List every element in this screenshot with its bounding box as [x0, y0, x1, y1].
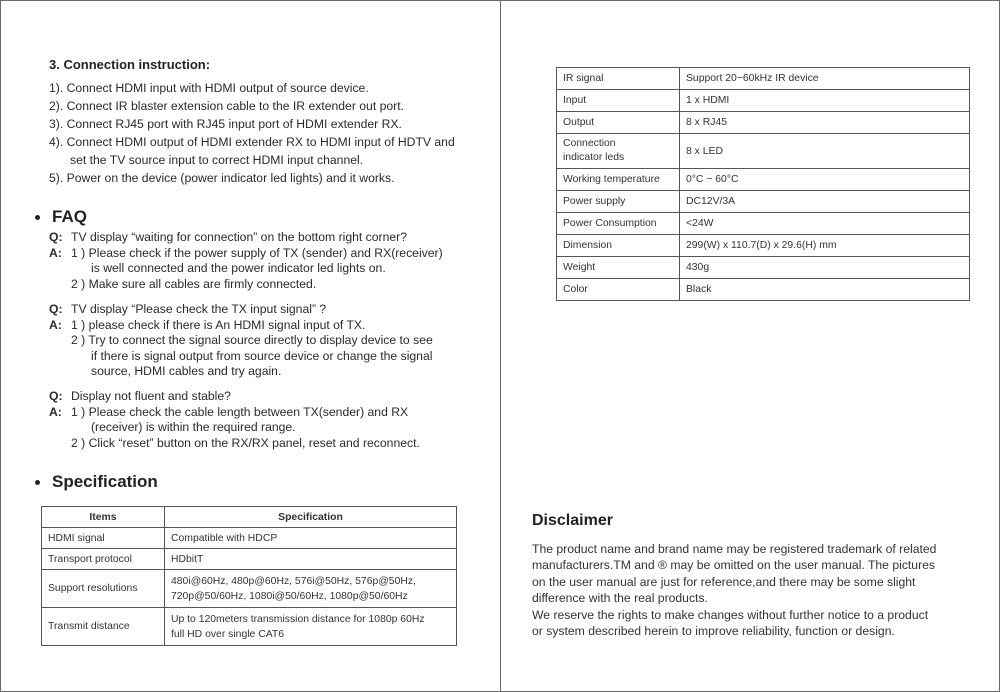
disclaimer-line: difference with the real products. [532, 591, 708, 606]
question-tag: Q: [49, 230, 63, 244]
disclaimer-text [532, 541, 972, 639]
column-header-specification: Specification [165, 507, 457, 528]
spec-value [165, 570, 457, 608]
faq-item [49, 230, 494, 292]
faq-answer-line: 2 ) Make sure all cables are firmly connected. [71, 276, 317, 291]
table-row [42, 570, 457, 608]
table-row [557, 191, 970, 213]
table-row [557, 213, 970, 235]
faq-answer-line: is well connected and the power indicator led lights on. [91, 261, 386, 276]
spec-item: Weight [557, 257, 680, 279]
spec-item: Transport protocol [42, 549, 165, 570]
faq-question: Display not fluent and stable? [71, 389, 231, 403]
spec-value: 8 x LED [680, 134, 970, 169]
faq-question: TV display “Please check the TX input signal” ? [71, 302, 327, 316]
question-tag: Q: [49, 389, 63, 403]
spec-value [165, 608, 457, 646]
connection-step: 2). Connect IR blaster extension cable to the IR extender out port. [49, 99, 404, 113]
answer-tag: A: [49, 317, 62, 332]
disclaimer-line: on the user manual are just for reference,and there may be some slight [532, 574, 916, 589]
specification-table-continued [556, 67, 970, 301]
connection-step-continuation: set the TV source input to correct HDMI input channel. [70, 153, 364, 167]
faq-answer-line: 1 ) Please check if the power supply of TX (sender) and RX(receiver) [71, 245, 443, 260]
question-tag: Q: [49, 302, 63, 316]
spec-value-line: 720p@50/60Hz, 1080i@50/60Hz, 1080p@50/60Hz [171, 590, 408, 602]
table-header-row [42, 507, 457, 528]
faq-answer-line: 1 ) please check if there is An HDMI signal input of TX. [71, 317, 366, 332]
spec-value: Black [680, 279, 970, 301]
faq-answer-line: 2 ) Try to connect the signal source directly to display device to see [71, 333, 433, 348]
spec-value: 1 x HDMI [680, 90, 970, 112]
faq-question: TV display “waiting for connection” on the bottom right corner? [71, 230, 408, 244]
specification-title: Specification [52, 472, 158, 491]
faq-answer-line: 1 ) Please check the cable length between TX(sender) and RX [71, 404, 409, 419]
faq-title: FAQ [52, 207, 87, 226]
faq-item [49, 302, 494, 380]
table-row [557, 112, 970, 134]
spec-value: <24W [680, 213, 970, 235]
table-row [557, 90, 970, 112]
spec-item: HDMI signal [42, 528, 165, 549]
faq-answer-line: 2 ) Click “reset” button on the RX/RX panel, reset and reconnect. [71, 435, 420, 450]
spec-value-line: full HD over single CAT6 [171, 628, 284, 640]
spec-value: 8 x RJ45 [680, 112, 970, 134]
spec-item: Input [557, 90, 680, 112]
faq-answer-line: source, HDMI cables and try again. [91, 364, 282, 379]
table-row [557, 169, 970, 191]
faq-answer-line: (receiver) is within the required range. [91, 420, 296, 435]
spec-value-line: Up to 120meters transmission distance for 1080p 60Hz [171, 613, 425, 625]
table-row [557, 257, 970, 279]
spec-value: 299(W) x 110.7(D) x 29.6(H) mm [680, 235, 970, 257]
bullet-icon [35, 215, 40, 220]
spec-item: IR signal [557, 68, 680, 90]
disclaimer-line: or system described herein to improve reliability, function or design. [532, 624, 895, 639]
table-row [557, 68, 970, 90]
spec-item [557, 134, 680, 169]
spec-value: Support 20~60kHz IR device [680, 68, 970, 90]
spec-item: Color [557, 279, 680, 301]
spec-value-line: 480i@60Hz, 480p@60Hz, 576i@50Hz, 576p@50Hz, [171, 575, 416, 587]
spec-item: Support resolutions [42, 570, 165, 608]
spec-item: Working temperature [557, 169, 680, 191]
column-header-items: Items [42, 507, 165, 528]
answer-tag: A: [49, 245, 62, 260]
specification-table [41, 506, 457, 646]
spec-value: HDbitT [165, 549, 457, 570]
connection-steps-list [49, 79, 494, 187]
spec-item-line: Connection [563, 138, 616, 149]
connection-step: 4). Connect HDMI output of HDMI extender RX to HDMI input of HDTV and [49, 135, 455, 149]
faq-item [49, 389, 494, 451]
spec-value: Compatible with HDCP [165, 528, 457, 549]
table-row [557, 279, 970, 301]
faq-answer-line: if there is signal output from source device or change the signal [91, 348, 433, 363]
spec-item: Transmit distance [42, 608, 165, 646]
spec-item: Dimension [557, 235, 680, 257]
disclaimer-line: We reserve the rights to make changes without further notice to a product [532, 607, 929, 622]
table-row [42, 608, 457, 646]
disclaimer-title: Disclaimer [532, 512, 613, 529]
table-row [557, 134, 970, 169]
connection-instruction-title: 3. Connection instruction: [49, 57, 211, 72]
faq-heading [35, 207, 87, 227]
table-row [42, 528, 457, 549]
bullet-icon [35, 480, 40, 485]
spec-item: Power Consumption [557, 213, 680, 235]
table-row [557, 235, 970, 257]
connection-step: 5). Power on the device (power indicator led lights) and it works. [49, 171, 395, 185]
disclaimer-line: manufacturers.TM and ® may be omitted on the user manual. The pictures [532, 558, 936, 573]
connection-step: 3). Connect RJ45 port with RJ45 input port of HDMI extender RX. [49, 117, 402, 131]
spec-item: Power supply [557, 191, 680, 213]
spec-value: 430g [680, 257, 970, 279]
spec-item-line: indicator leds [563, 152, 625, 163]
disclaimer-line: The product name and brand name may be registered trademark of related [532, 542, 937, 556]
table-row [42, 549, 457, 570]
connection-step: 1). Connect HDMI input with HDMI output of source device. [49, 81, 369, 95]
answer-tag: A: [49, 404, 62, 419]
spec-value: 0°C ~ 60°C [680, 169, 970, 191]
spec-value: DC12V/3A [680, 191, 970, 213]
specification-heading [35, 472, 158, 492]
spec-item: Output [557, 112, 680, 134]
